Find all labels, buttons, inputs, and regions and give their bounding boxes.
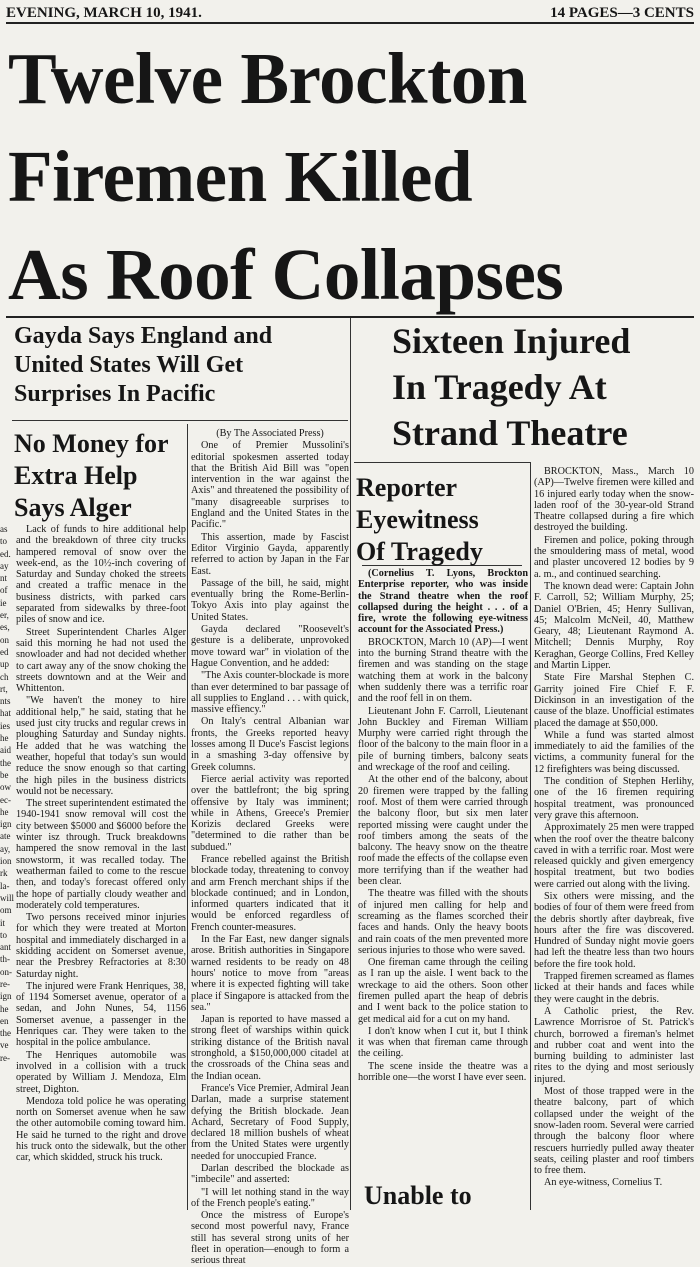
article-paragraph: ed.: [0, 548, 11, 559]
article-paragraph: ie: [0, 597, 7, 608]
article-paragraph: BROCKTON, March 10 (AP)—I went into the burning Strand theatre with the firemen and was standing on the stage watching them at work in the balcony when suddenly there was a terrific roar and the roof fell in on them.: [358, 636, 528, 705]
article-paragraph: nt: [0, 573, 8, 584]
article-paragraph: The Henriques automobile was involved in a collision with a truck operated by William J. Mendoza, Elm street, Dighton.: [16, 1049, 186, 1095]
gayda-headline: [14, 322, 344, 409]
article-paragraph: ay: [0, 560, 9, 571]
sixteen-headline-line: Sixteen Injured: [392, 321, 631, 361]
article-paragraph: At the other end of the balcony, about 20 firemen were trapped by the falling roof. Most of them were carried through the balcony floor, but six men later reported missing were caught under the roof timbers among the seats of the balcony. The heavy snow on the theatre roof made the effects of the collapse even more terrifying than if the weather had been clear.: [358, 774, 528, 888]
unable-headline: Unable to: [364, 1181, 472, 1210]
article-paragraph: This assertion, made by Fascist Editor Virginio Gayda, apparently referred to action by Japan in the Far East.: [191, 531, 349, 577]
left-edge-fragments: [0, 524, 15, 1210]
article-paragraph: Once the mistress of Europe's second most powerful navy, France still has several strong units of her fleet in operation—enough to form a serious threat: [191, 1210, 349, 1267]
reporter-headline-line: Eyewitness: [356, 505, 479, 534]
headline-line: Firemen Killed: [8, 136, 473, 217]
article-paragraph: will: [0, 892, 15, 903]
article-paragraph: Mendoza told police he was operating north on Somerset avenue when he saw the other automobile coming toward him. He said he turned to the right and drove his truck onto the sidewalk, but the other car, which skidded, struck his truck.: [16, 1095, 186, 1164]
article-paragraph: of: [0, 585, 8, 596]
article-paragraph: Lieutenant John F. Carroll, Lieutenant John Buckley and Fireman William Murphy were carried right through the floor of the balcony to the main floor in a pile of burning timbers, balcony seats and wreckage of the roof and ceiling.: [358, 705, 528, 774]
article-paragraph: The condition of Stephen Herlihy, one of the 16 firemen requiring hospital treatment, was pronounced very grave this afternoon.: [534, 776, 694, 821]
article-paragraph: The theatre was filled with the shouts of injured men calling for help and screaming as the flames scorched their faces and hands. Only the heavy boots and rain coats of the men prevented more serious injuries to those who were saved.: [358, 888, 528, 956]
article-paragraph: France rebelled against the British blockade today, threatening to convoy and arm French merchant ships if the blockade continued; and in London, informed quarters indicated that it would be enforced regardless of French counter-measures.: [191, 853, 349, 933]
article-paragraph: Approximately 25 men were trapped when the roof over the theatre balcony caved in with a terrific roar. Most were released quickly and given emergency hospital treatment, but two bodies were carried out along with the living.: [534, 822, 694, 890]
reporter-headline-line: Of Tragedy: [356, 537, 483, 566]
article-paragraph: he: [0, 806, 9, 817]
sixteen-headline-line: Strand Theatre: [392, 413, 628, 453]
article-paragraph: er,: [0, 610, 9, 621]
article-paragraph: "The Axis counter-blockade is more than ever determined to bar passage of all supplies to England . . . with quick, massive effiency.": [191, 670, 349, 716]
article-paragraph: ign: [0, 991, 12, 1002]
article-paragraph: Darlan described the blockade as "imbecile" and asserted:: [191, 1163, 349, 1186]
article-paragraph: ch: [0, 671, 9, 682]
article-paragraph: th-: [0, 954, 10, 965]
article-paragraph: hat: [0, 708, 11, 719]
article-paragraph: re-: [0, 1052, 10, 1063]
article-paragraph: The known dead were: Captain John F. Carroll, 52; William Murphy, 25; Daniel O'Brien, 45; Henry Sullivan, 45; Malcolm McNeil, 40, Matthew Geary, 48; Lieutenant Raymond A. Mitchell; Dennis Murphy, Roy Keraghan, George Collins, Fred Kelley and Martin Lipper.: [534, 580, 694, 672]
article-paragraph: rt,: [0, 683, 8, 694]
article-paragraph: it: [0, 917, 6, 928]
article-paragraph: la-: [0, 880, 10, 891]
gayda-article: [191, 428, 350, 1267]
article-paragraph: Two persons received minor injuries for which they were treated at Morton hospital and immediately discharged in a skidding accident on Somerset avenue, near the Presbrey Refractories at 8:30 Saturday night.: [16, 912, 186, 980]
article-paragraph: "We haven't the money to hire additional help," he said, stating that he used just city trucks and regular crews in ploughing Saturday and Sunday nights. He added that he was watching the weather, hopeful that today's sun would reduce the snow enough so that carting the high piles in the business districts would not be necessary.: [16, 695, 186, 797]
article-paragraph: ies: [0, 720, 10, 731]
article-paragraph: ay,: [0, 843, 11, 854]
article-paragraph: Trapped firemen screamed as flames licked at their hands and faces while they were caught in the debris.: [534, 971, 694, 1005]
article-paragraph: ign: [0, 819, 12, 830]
sixteen-injured-headline: [392, 318, 692, 456]
gayda-headline-line: Gayda Says England and: [14, 323, 273, 349]
article-paragraph: he: [0, 1003, 9, 1014]
headline-line: Twelve Brockton: [8, 38, 528, 119]
article-paragraph: the: [0, 1028, 11, 1039]
article-paragraph: State Fire Marshal Stephen C. Garrity joined Fire Chief F. F. Dickinson in an investigation of the cause of the blaze. Unofficial estimates placed the damage at $50,000.: [534, 672, 694, 729]
article-paragraph: Lack of funds to hire additional help and the breakdown of three city trucks hampered removal of snow over the week-end, as the 10½-inch covering of Saturday and Sunday choked the streets and created a traffic menace in the business districts, with parked cars separated from sidewalks by three-foot piles of snow and ice.: [16, 524, 186, 626]
article-paragraph: up: [0, 659, 9, 670]
article-paragraph: Fierce aerial activity was reported over the battlefront; the big spring offensive by Italy was imminent; while in Athens, Greece's Premier Korizis declared Greeks were "determined to die rather than be subdued.": [191, 773, 349, 853]
money-headline-line: Says Alger: [14, 493, 132, 522]
article-paragraph: Japan is reported to have massed a strong fleet of warships within quick striking distance of the British naval stronghold, a $150,000,000 citadel at the crossroads of the China seas and the Indian ocean.: [191, 1014, 349, 1082]
article-paragraph: en: [0, 1015, 9, 1026]
article-paragraph: Most of those trapped were in the theatre balcony, part of which collapsed under the weight of the snow-laden room. Several were carried through the balcony floor where rescuers hurriedly pulled away theater seats, ceiling plaster and roof timbers to free them.: [534, 1086, 694, 1177]
snow-removal-article: [16, 524, 186, 1210]
article-paragraph: on-: [0, 966, 12, 977]
article-paragraph: on: [0, 634, 9, 645]
article-paragraph: I don't know when I cut it, but I think it was when that fireman came through the ceiling.: [358, 1025, 528, 1060]
article-paragraph: the: [0, 757, 11, 768]
gayda-headline-line: Surprises In Pacific: [14, 381, 216, 407]
article-paragraph: ion: [0, 856, 12, 867]
article-paragraph: BROCKTON, Mass., March 10 (AP)—Twelve firemen were killed and 16 injured early today when the snow-laden roof of the 30-year-old Strand Theatre collapsed during a fire which destroyed the building.: [534, 466, 694, 534]
article-paragraph: An eye-witness, Cornelius T.: [544, 1177, 663, 1189]
article-paragraph: ve: [0, 1040, 9, 1051]
reporter-headline-line: Reporter: [356, 473, 458, 502]
article-paragraph: ed: [0, 646, 9, 657]
article-paragraph: In the Far East, new danger signals arose. British authorities in Singapore warned residents to be ready on 48 hours' notice to move from "areas where it is expected fighting will take place if Singapore is attacked from the sea.": [191, 934, 349, 1013]
article-paragraph: The scene inside the theatre was a horrible one—the worst I have ever seen.: [358, 1060, 528, 1084]
article-paragraph: "I will let nothing stand in the way of the French people's eating.": [191, 1186, 349, 1209]
sixteen-headline-line: In Tragedy At: [392, 367, 607, 407]
column-rule: [530, 462, 531, 1210]
folio-price: 14 PAGES—3 CENTS: [550, 4, 694, 21]
article-paragraph: The street superintendent estimated the 1940-1941 snow removal will cost the city between $5000 and $6000 before the winter isz through. Truck breakdowns hampered the snow removal in the last snowstorm, it was recalled today. The weatherman failed to come to the rescue then, and today's forecast offered only the hope of partially cloudy weather and moderately cold temperatures.: [16, 798, 186, 911]
article-paragraph: Passage of the bill, he said, might eventually bring the Rome-Berlin-Tokyo Axis into play against the United States.: [191, 577, 349, 623]
eyewitness-article: [358, 568, 528, 1182]
money-headline-line: Extra Help: [14, 461, 138, 490]
article-paragraph: rk: [0, 868, 8, 879]
article-paragraph: One of Premier Mussolini's editorial spokesmen asserted today that the British Aid Bill was "open intervention in the war against the Axis" and threatened the possibility of "many disagreeable surprises to England and the United States in the Pacific.": [191, 440, 349, 531]
reporter-headline: [356, 472, 528, 568]
article-paragraph: ate: [0, 831, 11, 842]
fire-article: [534, 466, 694, 1210]
article-paragraph: On Italy's central Albanian war fronts, the Greeks reported heavy losses among Il Duce's Fascist legions in a smashing 3-day offensive by Greek columns.: [191, 716, 349, 773]
article-paragraph: es,: [0, 622, 10, 633]
article-paragraph: Gayda declared "Roosevelt's gesture is a deliberate, unprovoked move toward war" in violation of the Hague Convention, and he added:: [191, 624, 349, 669]
article-paragraph: Firemen and police, poking through the smouldering mass of metal, wood and plaster uncovered 12 bodies by 9 a. m., and continued searching.: [534, 534, 694, 580]
section-rule: [12, 420, 348, 421]
folio-line: [6, 4, 694, 24]
article-paragraph: aid: [0, 745, 11, 756]
article-paragraph: to: [0, 929, 8, 940]
money-headline-line: No Money for: [14, 429, 169, 458]
article-paragraph: ec-: [0, 794, 11, 805]
article-paragraph: While a fund was started almost immediately to aid the families of the victims, a community funeral for the 12 firefighters was being discussed.: [534, 729, 694, 775]
column-rule: [350, 318, 351, 1210]
folio-date: EVENING, MARCH 10, 1941.: [6, 4, 202, 21]
article-paragraph: as: [0, 524, 8, 534]
section-rule: [354, 462, 530, 463]
article-paragraph: One fireman came through the ceiling as I ran up the aisle. I went back to the wreckage to aid the others. Soon other firemen pulled apart the heap of debris and I went back to the police station to get medical aid for a cut on my hand.: [358, 957, 528, 1025]
article-paragraph: ow: [0, 782, 11, 793]
article-paragraph: nts: [0, 696, 11, 707]
article-paragraph: A Catholic priest, the Rev. Lawrence Morrisroe of St. Patrick's church, borrowed a fireman's helmet and rubber coat and went into the burning building to administer last rites to the dying and most seriously injured.: [534, 1005, 694, 1085]
article-paragraph: Street Superintendent Charles Alger said this morning he had not used the snowloader and had not decided whether to cart away any of the snow choking the streets downtown and at the Weir and Whittenton.: [16, 626, 186, 695]
article-paragraph: ant: [0, 942, 11, 953]
article-paragraph: to: [0, 536, 8, 547]
article-paragraph: he: [0, 733, 9, 744]
gayda-headline-line: United States Will Get: [14, 352, 244, 378]
column-rule: [187, 424, 188, 1210]
article-paragraph: Six others were missing, and the bodies of four of them were freed from the debris shortly after daybreak, five hours after the fire was discovered. Hundred of Sunday night movie goers had left the theatre less than two hours before the fire took hold.: [534, 890, 694, 970]
main-headline: [8, 30, 694, 324]
article-paragraph: (By The Associated Press): [216, 428, 324, 439]
article-paragraph: (Cornelius T. Lyons, Brockton Enterprise reporter, who was inside the Strand theatre when the roof collapsed during the height . . . of a fire, wrote the following eye-witness account for the Associated Press.): [358, 568, 528, 636]
headline-line: As Roof Collapses: [8, 234, 564, 315]
article-paragraph: re-: [0, 978, 10, 989]
article-paragraph: om: [0, 905, 12, 916]
article-paragraph: be: [0, 769, 9, 780]
article-paragraph: France's Vice Premier, Admiral Jean Darlan, made a surprise statement defying the British blockade. Jean Achard, Secretary of Food Supply, declared 18 million bushels of wheat from the United States were urgently needed for unoccupied France.: [191, 1082, 350, 1162]
article-paragraph: The injured were Frank Henriques, 38, of 1194 Somerset avenue, operator of a sedan, and John Nunes, 54, 1156 Somerset avenue, a passenger in the Henriques car. They were taken to the hospital in the police ambulance.: [16, 980, 186, 1049]
no-money-headline: [14, 428, 184, 524]
